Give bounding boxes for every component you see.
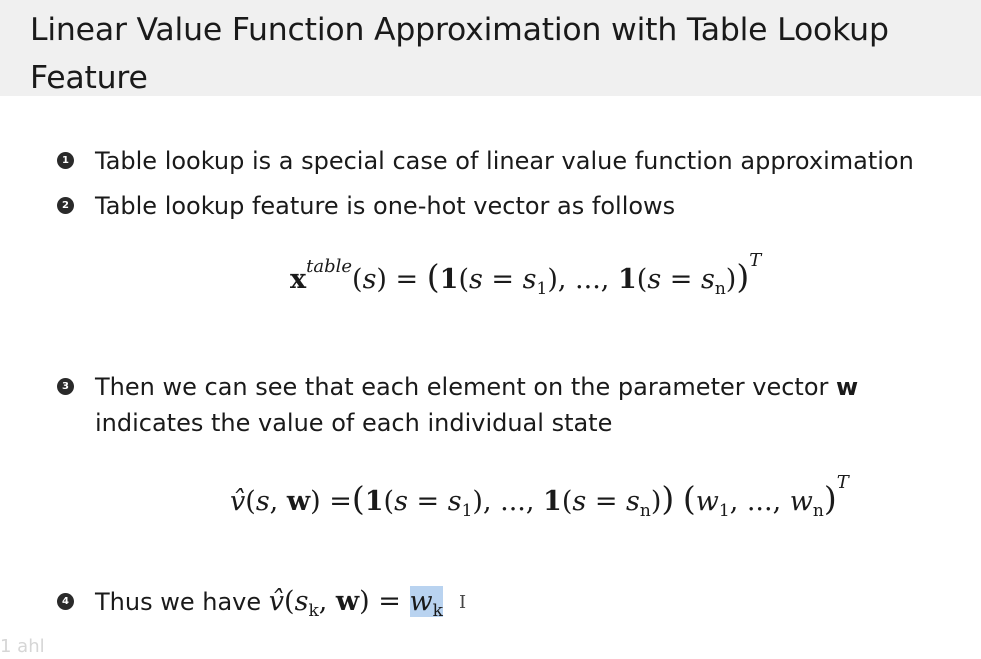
eq1-sub-n: n <box>714 279 726 299</box>
slide-title: Linear Value Function Approximation with Table Lookup Feature <box>30 12 889 96</box>
eq2-w: w <box>286 486 311 517</box>
eq1-ellipsis: ..., <box>575 264 610 295</box>
bullet-2-text: Table lookup feature is one-hot vector as follows <box>95 192 676 220</box>
eq3-sub-k2: k <box>432 601 443 621</box>
eq3-vhat: v̂ <box>268 586 285 617</box>
eq2-wn: w <box>789 486 813 517</box>
eq1-indicator-1: 1 <box>439 264 459 295</box>
bullet-number-3: 3 <box>57 378 74 395</box>
eq1-sn: s <box>700 264 715 295</box>
eq2-state: s <box>255 486 270 517</box>
bullet-3-line-2: indicates the value of each individual state <box>95 409 613 437</box>
bullet-number-4: 4 <box>57 593 74 610</box>
bullet-3-w-symbol: w <box>836 373 859 401</box>
eq2-w1: w <box>695 486 719 517</box>
eq1-sub-1: 1 <box>536 279 548 299</box>
bullet-4-lead: Thus we have <box>95 588 262 616</box>
equation-final: $v̂(s_k$, $w) = w_k$ <box>268 586 443 621</box>
eq1-s1: s <box>522 264 537 295</box>
equation-one-hot-feature: $x^{table}(s) = (1(s = s_1)$, ..., $1(s = s_n))^T$ <box>290 250 762 299</box>
bullet-number-2: 2 <box>57 197 74 214</box>
bullet-3-line-1-text: Then we can see that each element on the parameter vector <box>95 373 829 401</box>
eq2-transpose: T <box>836 472 849 493</box>
eq1-state: s <box>362 264 377 295</box>
bullet-1-text: Table lookup is a special case of linear value function approximation <box>95 147 914 175</box>
bullet-3-line-1 <box>95 369 858 405</box>
faded-footer-text: 1 ahl <box>0 636 45 657</box>
eq1-x-symbol: x <box>290 264 307 295</box>
bullet-number-1: 1 <box>57 152 74 169</box>
eq2-vhat: v̂ <box>230 486 246 517</box>
eq3-s: s <box>294 586 309 617</box>
eq3-w: w <box>335 586 360 617</box>
bullet-4-text <box>95 584 443 629</box>
text-cursor-icon: I <box>459 592 467 613</box>
eq2-sub-n: n <box>812 501 824 521</box>
eq3-highlighted-wk[interactable] <box>409 586 443 621</box>
eq1-equals: = <box>395 264 419 295</box>
eq3-wk: w <box>409 586 433 617</box>
eq1-transpose: T <box>749 250 762 271</box>
eq1-superscript: table <box>306 256 353 277</box>
equation-value-function: v̂(s, $w) =(1(s = s_1)$, ..., $1(s = s_n)$) ($w_1$, ..., $w_n)^T$ <box>230 472 849 521</box>
eq3-sub-k: k <box>308 601 319 621</box>
eq2-sub-1: 1 <box>718 501 730 521</box>
